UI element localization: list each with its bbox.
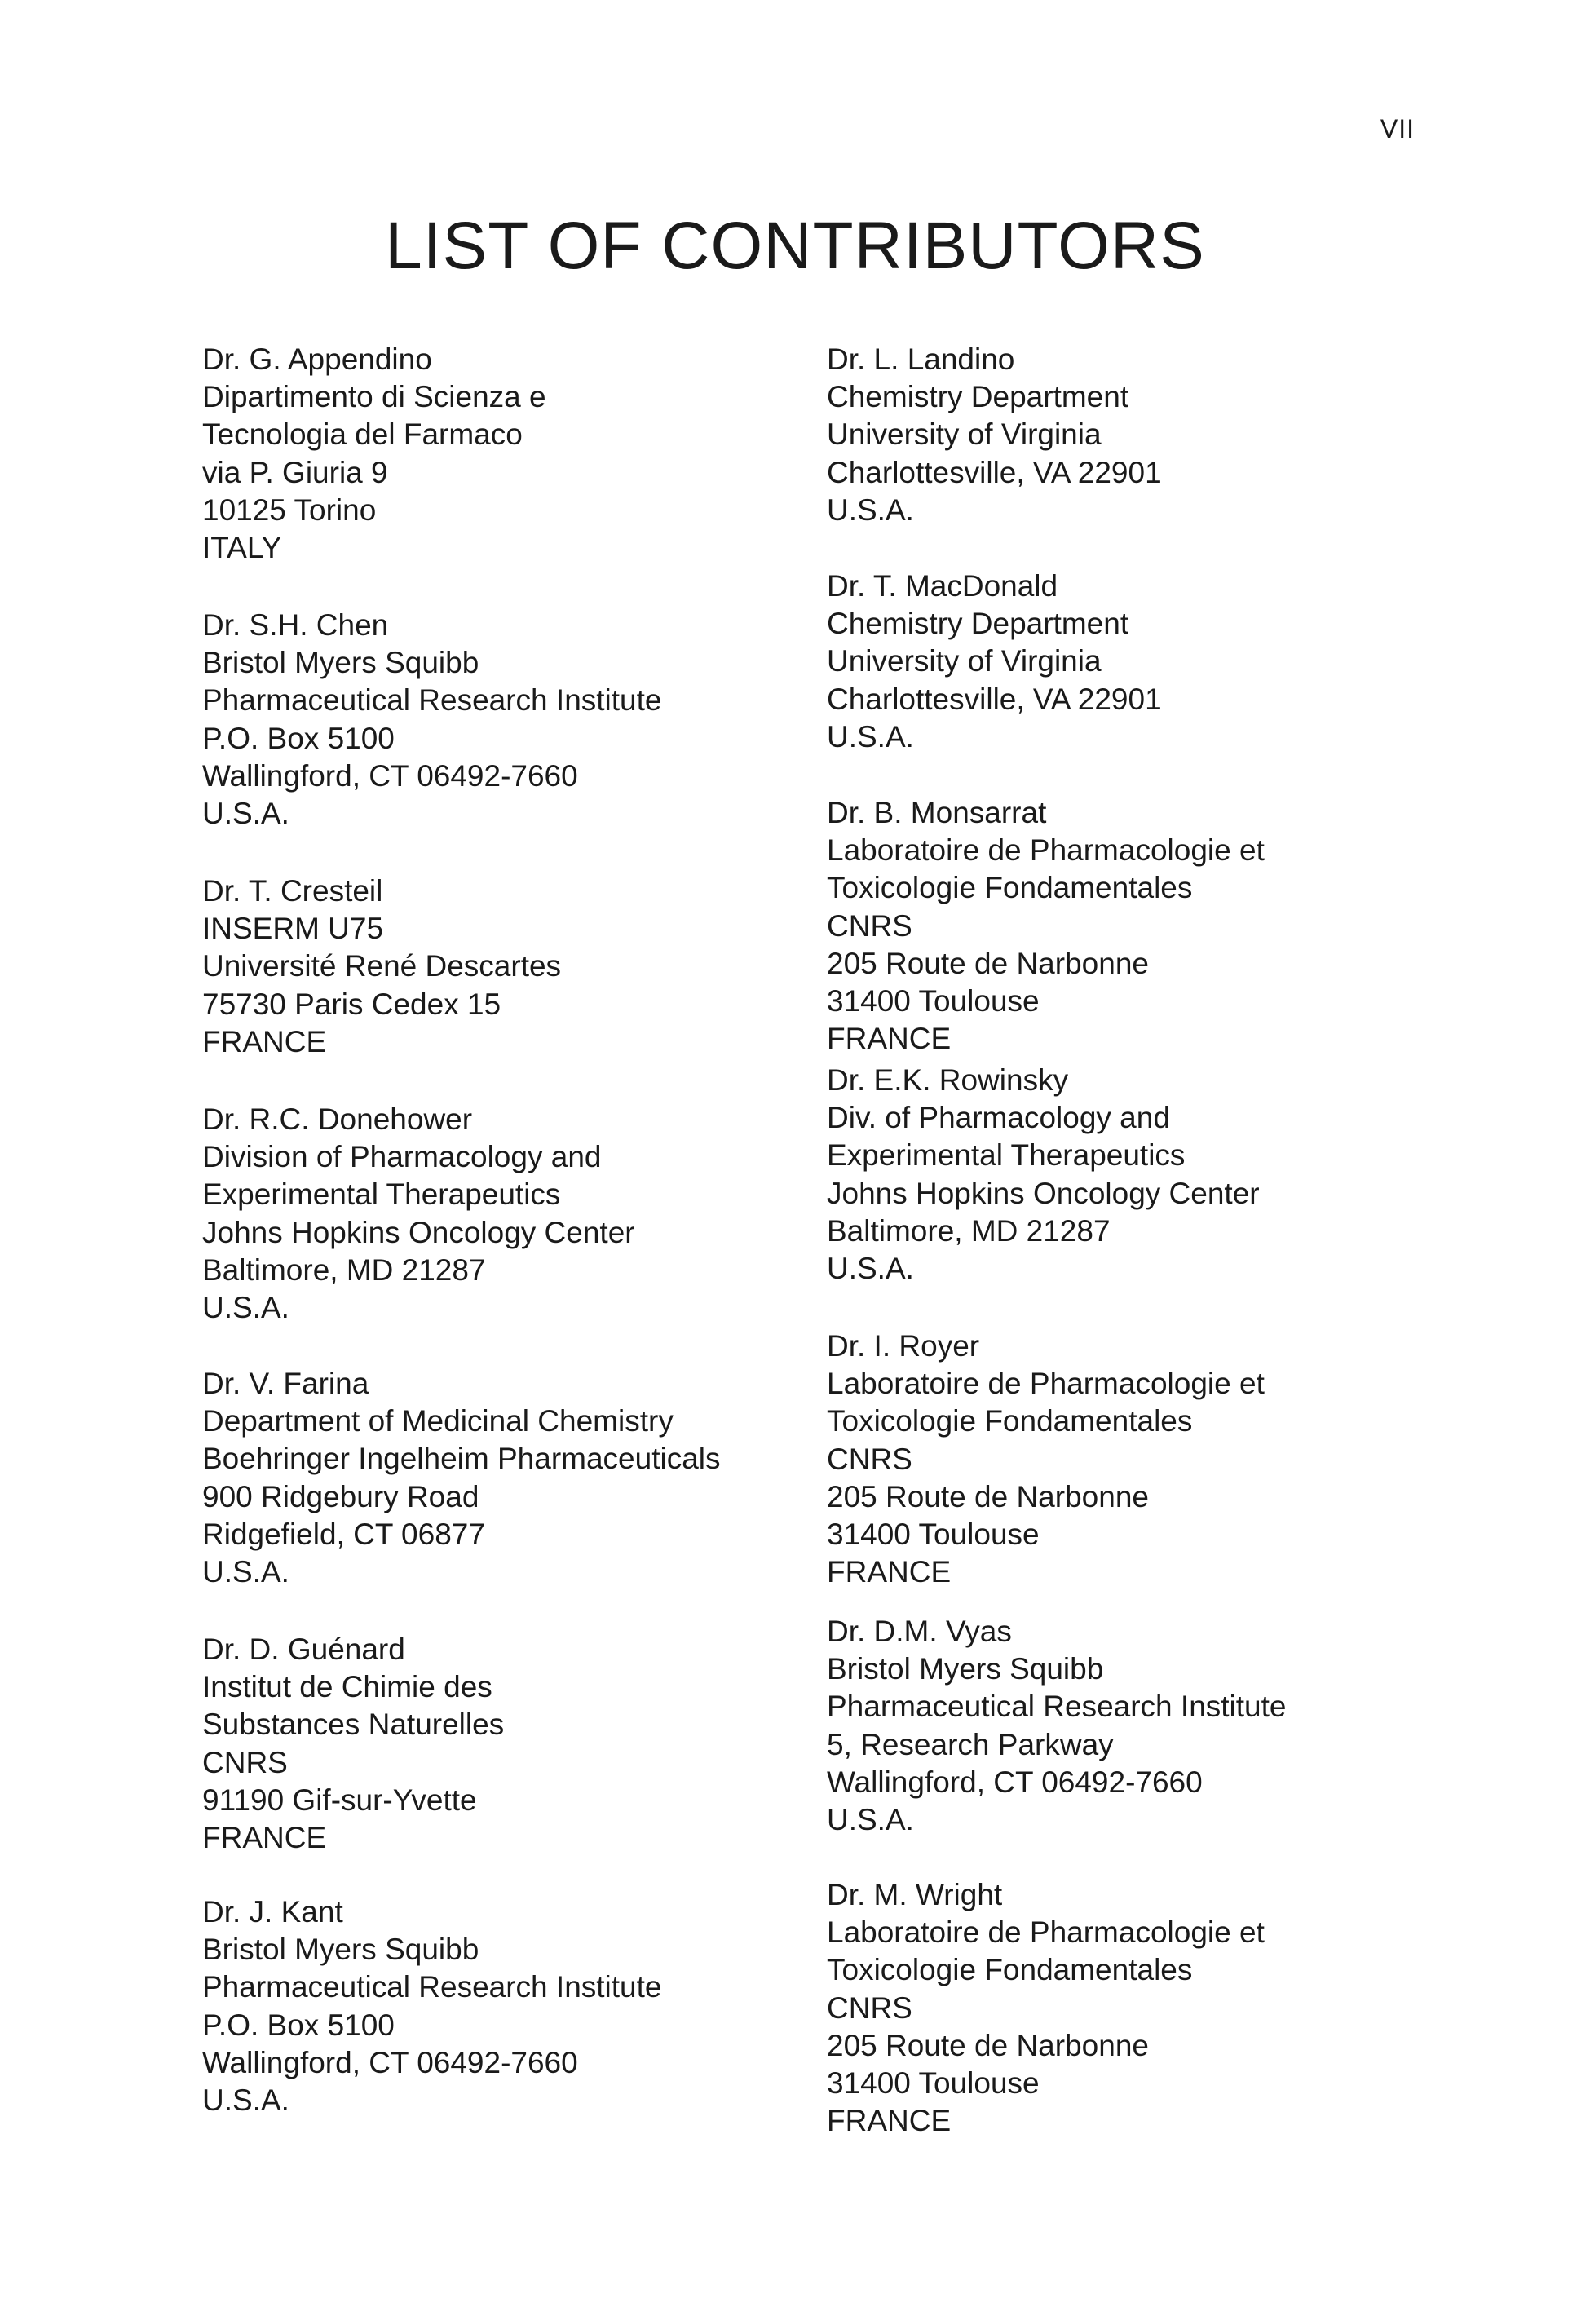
contributor-address-line: CNRS [827,1990,912,2025]
contributor-name: Dr. R.C. Donehower [202,1102,473,1136]
contributor-address-line: Toxicologie Fondamentales [827,1953,1193,1987]
contributor-address-line: Division of Pharmacology and [202,1140,602,1174]
contributor-address-line: University of Virginia [827,418,1102,452]
contributor-address-line: 31400 Toulouse [827,2066,1040,2101]
contributor-address-line: Chemistry Department [827,380,1129,414]
contributor-address-line: 205 Route de Narbonne [827,1479,1149,1513]
contributor-address-line: CNRS [827,908,912,943]
contributor-address-line: Bristol Myers Squibb [827,1652,1104,1686]
contributor-name: Dr. G. Appendino [202,342,432,376]
contributor-address-line: P.O. Box 5100 [202,2008,395,2042]
contributor-address-line: 31400 Toulouse [827,984,1040,1018]
contributor-address-line: FRANCE [827,1022,952,1056]
contributor-address-line: U.S.A. [202,797,289,831]
contributor-name: Dr. J. Kant [202,1895,343,1929]
contributor-name: Dr. S.H. Chen [202,608,389,642]
contributor-address-line: Wallingford, CT 06492-7660 [202,758,578,793]
contributor-name: Dr. B. Monsarrat [827,796,1047,829]
contributor-address-line: Department of Medicinal Chemistry [202,1404,674,1438]
contributor-address-line: Charlottesville, VA 22901 [827,455,1162,489]
contributor-entry-dr-d-gu-nard [202,1631,789,1857]
page-number: VII [1380,114,1415,144]
contributor-address-line: via P. Giuria 9 [202,455,388,489]
contributor-address-line: U.S.A. [202,1291,289,1325]
contributor-address-line: Pharmaceutical Research Institute [827,1690,1287,1724]
contributor-address-line: Chemistry Department [827,607,1129,641]
contributor-entry-dr-e-k-rowinsky [827,1062,1414,1288]
contributor-address-line: Bristol Myers Squibb [202,1933,479,1967]
contributor-entry-dr-b-monsarrat [827,794,1414,1058]
contributor-address-line: P.O. Box 5100 [202,721,395,755]
contributor-address-line: CNRS [202,1745,288,1779]
contributor-entry-dr-r-c-donehower [202,1101,789,1327]
contributor-address-line: 75730 Paris Cedex 15 [202,987,501,1021]
contributor-address-line: 900 Ridgebury Road [202,1479,479,1513]
contributor-name: Dr. L. Landino [827,342,1015,376]
contributor-address-line: FRANCE [827,1555,952,1589]
contributor-entry-dr-v-farina [202,1365,789,1591]
contributor-address-line: Boehringer Ingelheim Pharmaceuticals [202,1442,721,1476]
contributor-address-line: Bristol Myers Squibb [202,646,479,680]
contributor-address-line: Tecnologia del Farmaco [202,418,523,452]
contributor-address-line: ITALY [202,531,282,565]
contributor-address-line: Experimental Therapeutics [202,1177,561,1212]
contributor-entry-dr-g-appendino [202,341,789,567]
contributor-address-line: U.S.A. [827,719,914,753]
contributor-entry-dr-i-royer [827,1328,1414,1591]
contributor-address-line: Université René Descartes [202,949,562,983]
contributor-address-line: Johns Hopkins Oncology Center [202,1215,635,1249]
contributor-entry-dr-m-wright [827,1876,1414,2140]
contributor-address-line: U.S.A. [827,1252,914,1286]
contributor-address-line: Baltimore, MD 21287 [827,1213,1111,1248]
contributor-address-line: Laboratoire de Pharmacologie et [827,1915,1265,1950]
contributor-address-line: U.S.A. [827,493,914,527]
contributor-address-line: CNRS [827,1442,912,1476]
contributor-address-line: Pharmaceutical Research Institute [202,683,662,718]
contributor-address-line: Div. of Pharmacology and [827,1101,1170,1135]
contributor-name: Dr. D. Guénard [202,1633,405,1666]
contributor-address-line: FRANCE [202,1821,327,1855]
contributor-name: Dr. V. Farina [202,1367,369,1400]
contributor-address-line: Institut de Chimie des [202,1670,492,1704]
contributor-name: Dr. I. Royer [827,1329,980,1363]
contributor-address-line: INSERM U75 [202,912,384,946]
contributor-entry-dr-s-h-chen [202,607,789,833]
contributor-address-line: Experimental Therapeutics [827,1138,1186,1173]
contributor-address-line: Wallingford, CT 06492-7660 [827,1765,1203,1799]
contributor-address-line: Laboratoire de Pharmacologie et [827,1367,1265,1401]
page-title: LIST OF CONTRIBUTORS [385,209,1205,283]
contributor-address-line: FRANCE [202,1024,327,1058]
contributor-address-line: Dipartimento di Scienza e [202,380,546,414]
contributor-address-line: Toxicologie Fondamentales [827,871,1193,905]
contributor-address-line: Pharmaceutical Research Institute [202,1970,662,2004]
contributor-address-line: Ridgefield, CT 06877 [202,1517,485,1551]
contributor-entry-dr-t-cresteil [202,873,789,1061]
contributor-entry-dr-l-landino [827,341,1414,529]
contributor-address-line: 205 Route de Narbonne [827,2028,1149,2062]
contributor-address-line: Laboratoire de Pharmacologie et [827,833,1265,868]
contributor-address-line: Baltimore, MD 21287 [202,1253,486,1287]
contributor-entry-dr-d-m-vyas [827,1613,1414,1839]
contributor-address-line: Johns Hopkins Oncology Center [827,1176,1260,1210]
contributor-address-line: 5, Research Parkway [827,1727,1114,1761]
contributor-address-line: 91190 Gif-sur-Yvette [202,1783,477,1817]
contributor-name: Dr. T. Cresteil [202,874,383,908]
contributor-address-line: U.S.A. [202,1555,289,1589]
contributor-address-line: 10125 Torino [202,493,377,527]
contributor-name: Dr. D.M. Vyas [827,1615,1012,1648]
contributor-address-line: Toxicologie Fondamentales [827,1404,1193,1438]
contributor-address-line: Substances Naturelles [202,1708,505,1742]
contributor-name: Dr. T. MacDonald [827,569,1058,603]
contributor-entry-dr-t-macdonald [827,568,1414,756]
contributor-address-line: Wallingford, CT 06492-7660 [202,2045,578,2079]
contributor-name: Dr. M. Wright [827,1878,1003,1911]
contributor-address-line: 205 Route de Narbonne [827,946,1149,980]
contributor-name: Dr. E.K. Rowinsky [827,1063,1069,1097]
contributor-address-line: U.S.A. [827,1803,914,1837]
contributor-address-line: University of Virginia [827,644,1102,678]
contributor-address-line: Charlottesville, VA 22901 [827,682,1162,716]
contributor-entry-dr-j-kant [202,1893,789,2119]
contributor-address-line: U.S.A. [202,2083,289,2118]
contributor-address-line: FRANCE [827,2104,952,2138]
contributor-address-line: 31400 Toulouse [827,1518,1040,1552]
